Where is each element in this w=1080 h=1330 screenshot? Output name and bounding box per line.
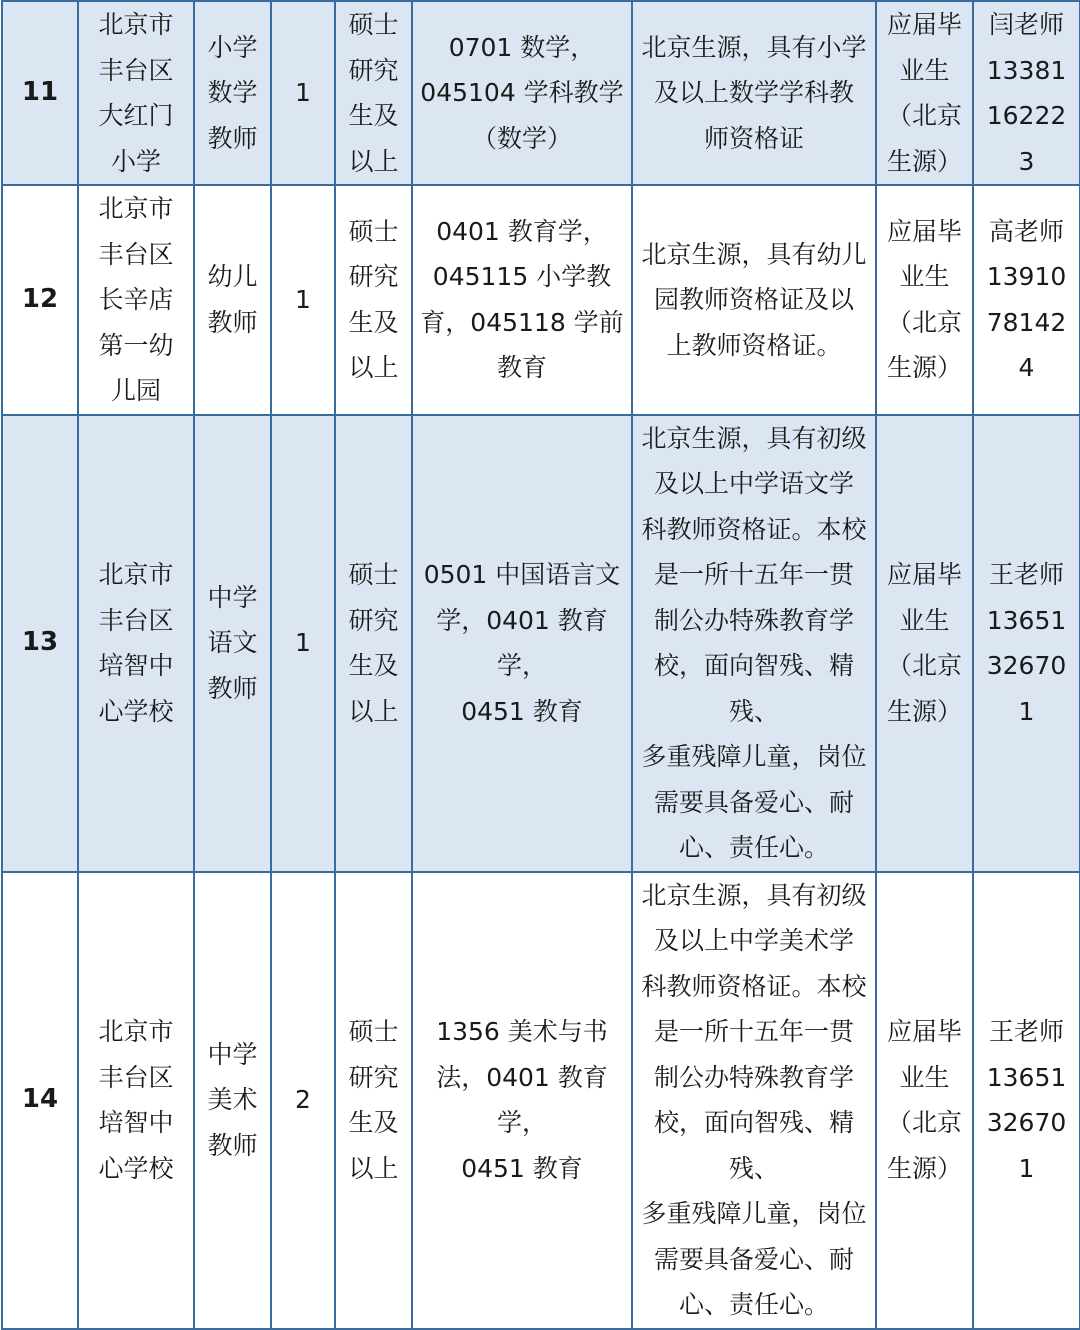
table-row	[2, 1, 1080, 185]
contact-cell: 闫老师 13381 16222 3	[973, 1, 1080, 185]
school-cell: 北京市 丰台区 长辛店 第一幼 儿园	[78, 185, 194, 415]
row-index-cell: 11	[2, 1, 78, 185]
count-cell: 1	[271, 415, 335, 872]
row-index-cell: 14	[2, 872, 78, 1329]
position-cell: 幼儿 教师	[194, 185, 271, 415]
row-index-cell: 12	[2, 185, 78, 415]
contact-cell: 王老师 13651 32670 1	[973, 872, 1080, 1329]
requirement-cell: 北京生源，具有初级 及以上中学语文学 科教师资格证。本校 是一所十五年一贯 制公办特殊教育学 校，面向智残、精残、 多重残障儿童，岗位 需要具备爱心、耐 心、责任心。	[632, 415, 876, 872]
degree-cell: 硕士 研究 生及 以上	[335, 185, 412, 415]
requirement-cell: 北京生源，具有初级 及以上中学美术学 科教师资格证。本校 是一所十五年一贯 制公办特殊教育学 校，面向智残、精残、 多重残障儿童，岗位 需要具备爱心、耐 心、责任心。	[632, 872, 876, 1329]
table-row	[2, 185, 1080, 415]
school-cell: 北京市 丰台区 大红门 小学	[78, 1, 194, 185]
major-cell: 0501 中国语言文 学，0401 教育学， 0451 教育	[412, 415, 632, 872]
school-cell: 北京市 丰台区 培智中 心学校	[78, 872, 194, 1329]
table-row	[2, 415, 1080, 872]
major-cell: 0701 数学， 045104 学科教学 （数学）	[412, 1, 632, 185]
position-cell: 中学 美术 教师	[194, 872, 271, 1329]
major-cell: 0401 教育学， 045115 小学教 育，045118 学前 教育	[412, 185, 632, 415]
source-cell: 应届毕 业生 （北京 生源）	[876, 1, 973, 185]
requirement-cell: 北京生源，具有小学 及以上数学学科教 师资格证	[632, 1, 876, 185]
degree-cell: 硕士 研究 生及 以上	[335, 1, 412, 185]
source-cell: 应届毕 业生 （北京 生源）	[876, 872, 973, 1329]
contact-cell: 王老师 13651 32670 1	[973, 415, 1080, 872]
degree-cell: 硕士 研究 生及 以上	[335, 872, 412, 1329]
row-index-cell: 13	[2, 415, 78, 872]
requirement-cell: 北京生源，具有幼儿 园教师资格证及以 上教师资格证。	[632, 185, 876, 415]
count-cell: 2	[271, 872, 335, 1329]
contact-cell: 高老师 13910 78142 4	[973, 185, 1080, 415]
position-cell: 小学 数学 教师	[194, 1, 271, 185]
count-cell: 1	[271, 1, 335, 185]
count-cell: 1	[271, 185, 335, 415]
school-cell: 北京市 丰台区 培智中 心学校	[78, 415, 194, 872]
degree-cell: 硕士 研究 生及 以上	[335, 415, 412, 872]
position-cell: 中学 语文 教师	[194, 415, 271, 872]
major-cell: 1356 美术与书 法，0401 教育学， 0451 教育	[412, 872, 632, 1329]
source-cell: 应届毕 业生 （北京 生源）	[876, 185, 973, 415]
table-row	[2, 872, 1080, 1329]
recruitment-table	[1, 0, 1080, 1330]
source-cell: 应届毕 业生 （北京 生源）	[876, 415, 973, 872]
